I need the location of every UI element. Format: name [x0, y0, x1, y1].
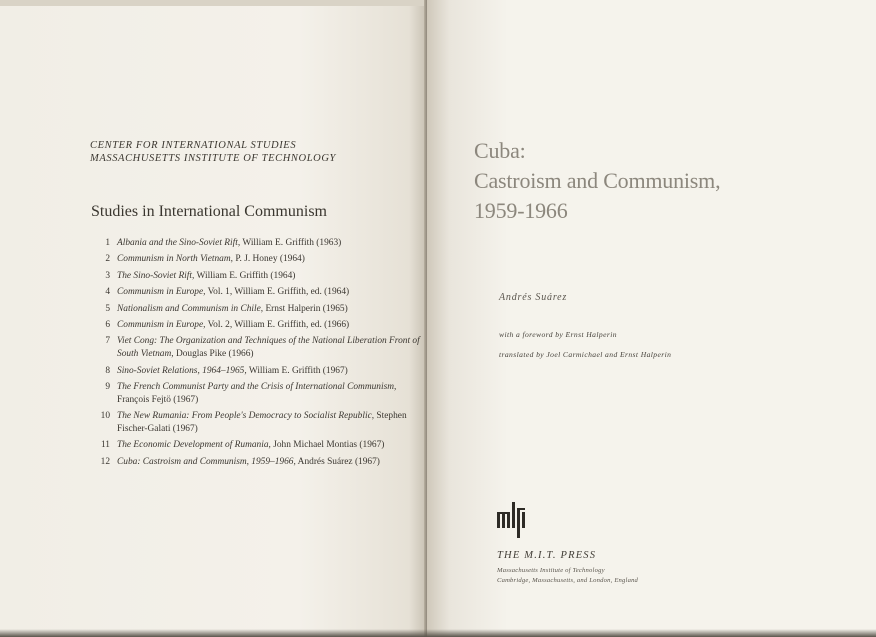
- series-item-text: [117, 366, 348, 376]
- series-item: [90, 456, 420, 469]
- series-item-author: Andrés Suárez (1967): [295, 456, 380, 467]
- series-item-number: 8: [105, 365, 110, 376]
- series-item: [90, 270, 420, 283]
- series-item: [90, 253, 420, 266]
- series-item-number: 3: [105, 270, 110, 281]
- series-item-title: The New Rumania: From People's Democracy to Socialist Republic,: [117, 411, 375, 422]
- left-page: [0, 6, 426, 637]
- series-item-number: 9: [105, 381, 110, 392]
- series-title: Studies in International Communism: [91, 203, 327, 220]
- series-item-text: [117, 457, 380, 467]
- series-item-title: Communism in North Vietnam,: [117, 254, 233, 265]
- series-item-author: François Fejtö (1967): [117, 394, 199, 405]
- press-address-line-2: Cambridge, Massachusetts, and London, England: [497, 577, 639, 584]
- book-title-line-1: Cuba:: [474, 138, 526, 163]
- series-item-number: 12: [100, 456, 110, 467]
- series-item-text: [117, 411, 407, 434]
- mit-press-logo-icon: [497, 502, 525, 538]
- series-list: [90, 237, 420, 472]
- series-item-number: 2: [105, 254, 110, 265]
- series-item-author: Stephen Fischer-Galati (1967): [117, 411, 407, 434]
- series-item-author: Douglas Pike (1966): [173, 349, 254, 360]
- book-title-line-2: Castroism and Communism,: [474, 168, 721, 193]
- series-item-number: 10: [100, 411, 110, 422]
- series-item-author: William E. Griffith (1964): [194, 270, 296, 281]
- author-name: Andrés Suárez: [499, 292, 568, 303]
- series-item-text: [117, 336, 420, 359]
- foreword-credit: with a foreword by Ernst Halperin: [499, 330, 617, 339]
- series-item-title: The Economic Development of Rumania,: [117, 440, 271, 451]
- series-item-author: William E. Griffith (1967): [246, 365, 348, 376]
- series-item-text: [117, 304, 348, 314]
- page-bottom-shadow: [0, 629, 876, 637]
- series-item-title: Nationalism and Communism in Chile,: [117, 303, 264, 314]
- right-page: [427, 0, 876, 637]
- series-item-author: Ernst Halperin (1965): [263, 303, 348, 314]
- series-item-number: 4: [105, 287, 110, 298]
- series-item-title: Viet Cong: The Organization and Techniques of the National Liberation Front of South Vietnam,: [117, 336, 420, 360]
- series-item-title: The Sino-Soviet Rift,: [117, 270, 195, 281]
- series-item-text: [117, 254, 305, 264]
- series-item-text: [117, 287, 349, 297]
- series-item: [90, 319, 420, 332]
- series-item: [90, 286, 420, 299]
- series-item-title: Albania and the Sino-Soviet Rift,: [117, 238, 241, 248]
- series-item-number: 6: [105, 319, 110, 330]
- press-address-line-1: Massachusetts Institute of Technology: [497, 567, 605, 574]
- series-item-author: John Michael Montias (1967): [270, 440, 385, 451]
- series-item: [90, 439, 420, 452]
- series-item: [90, 381, 420, 407]
- series-item-author: P. J. Honey (1964): [232, 254, 305, 265]
- series-item-title: Sino-Soviet Relations, 1964–1965,: [117, 365, 247, 376]
- series-item-number: 11: [100, 440, 110, 451]
- series-item: [90, 303, 420, 316]
- series-item-text: [117, 440, 384, 450]
- center-header: [90, 139, 336, 165]
- series-item-title: Communism in Europe,: [117, 319, 206, 330]
- series-item: [90, 237, 420, 250]
- series-item: [90, 365, 420, 378]
- translator-credit: translated by Joel Carmichael and Ernst Halperin: [499, 350, 672, 359]
- series-item-number: 1: [105, 238, 110, 248]
- series-item-title: Cuba: Castroism and Communism, 1959–1966,: [117, 456, 296, 467]
- series-item: [90, 410, 420, 436]
- series-item-text: [117, 238, 341, 248]
- series-item-text: [117, 382, 396, 405]
- series-item-title: Communism in Europe,: [117, 287, 206, 298]
- center-line-2: MASSACHUSETTS INSTITUTE OF TECHNOLOGY: [90, 153, 336, 164]
- series-item: [90, 335, 420, 361]
- book-title-line-3: 1959-1966: [474, 198, 568, 223]
- book-title: [474, 136, 720, 226]
- center-line-1: CENTER FOR INTERNATIONAL STUDIES: [90, 140, 297, 151]
- series-item-author: Vol. 2, William E. Griffith, ed. (1966): [205, 319, 350, 330]
- series-item-author: Vol. 1, William E. Griffith, ed. (1964): [205, 287, 350, 298]
- press-name: THE M.I.T. PRESS: [497, 550, 597, 561]
- series-item-author: William E. Griffith (1963): [240, 238, 342, 248]
- series-item-text: [117, 271, 295, 281]
- series-item-number: 5: [105, 303, 110, 314]
- series-item-title: The French Communist Party and the Crisis of International Communism,: [117, 381, 397, 392]
- series-item-text: [117, 320, 349, 330]
- series-item-number: 7: [105, 336, 110, 347]
